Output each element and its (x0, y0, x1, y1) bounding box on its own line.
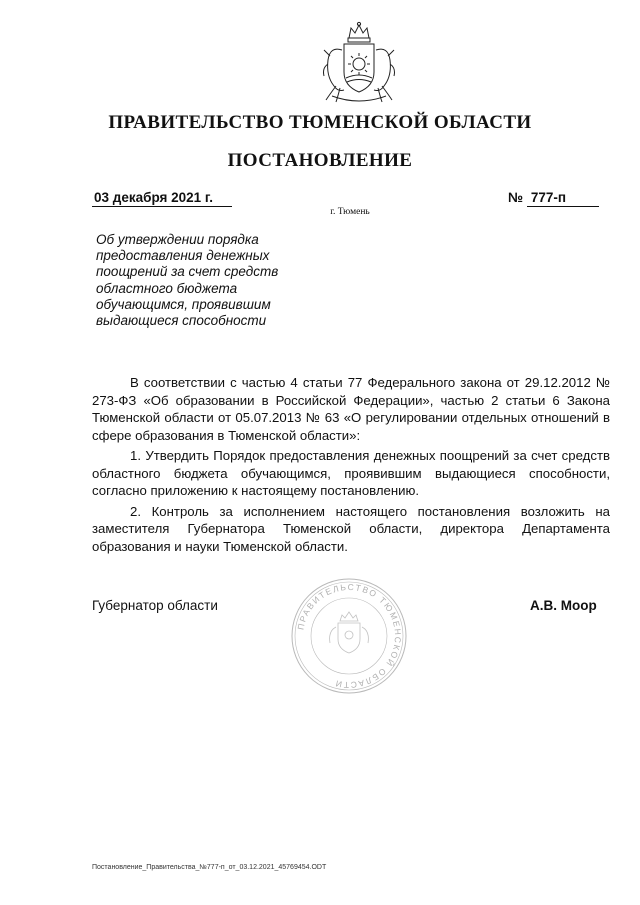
coat-of-arms-icon (316, 20, 402, 104)
document-body (92, 374, 610, 558)
subject-line: обучающимся, проявившим (96, 296, 271, 312)
official-seal-icon (290, 577, 408, 695)
document-type: ПОСТАНОВЛЕНИЕ (227, 150, 413, 171)
signer-title: Губернатор области (92, 598, 218, 613)
document-city: г. Тюмень (330, 207, 370, 217)
seal-text: ПРАВИТЕЛЬСТВО ТЮМЕНСКОЙ ОБЛАСТИ (295, 581, 404, 691)
subject-line: предоставления денежных (96, 248, 270, 264)
footer-file-name: Постановление_Правительства_№777-п_от_03.12.2021_45769454.ODT (92, 864, 327, 871)
document-number (508, 190, 599, 207)
body-paragraph-2: 2. Контроль за исполнением настоящего постановления возложить на заместителя Губернатора Тюменской области, директора Департамента образования и науки Тюменской области. (92, 503, 610, 554)
signer-name: А.В. Моор (530, 598, 597, 613)
body-paragraph-preamble: В соответствии с частью 4 статьи 77 Федерального закона от 29.12.2012 № 273-ФЗ «Об образовании в Российской Федерации», частью 2 статьи 6 Закона Тюменской области от 05.07.2013 № 63 «О регулировании отдельных отношений в сфере образования в Тюменской области»: (92, 375, 610, 443)
number-label: № (508, 190, 524, 205)
number-value: 777-п (527, 190, 599, 207)
organization-title: ПРАВИТЕЛЬСТВО ТЮМЕНСКОЙ ОБЛАСТИ (108, 112, 532, 133)
body-paragraph-1: 1. Утвердить Порядок предоставления денежных поощрений за счет средств областного бюджета обучающимся, проявившим выдающиеся способности, согласно приложению к настоящему постановлению. (92, 448, 610, 498)
subject-line: областного бюджета (96, 280, 238, 296)
document-date: 03 декабря 2021 г. (92, 190, 232, 207)
document-subject (96, 232, 316, 329)
subject-line: Об утверждении порядка (96, 232, 259, 247)
subject-line: поощрений за счет средств (96, 264, 279, 280)
subject-line: выдающиеся способности (96, 313, 267, 329)
